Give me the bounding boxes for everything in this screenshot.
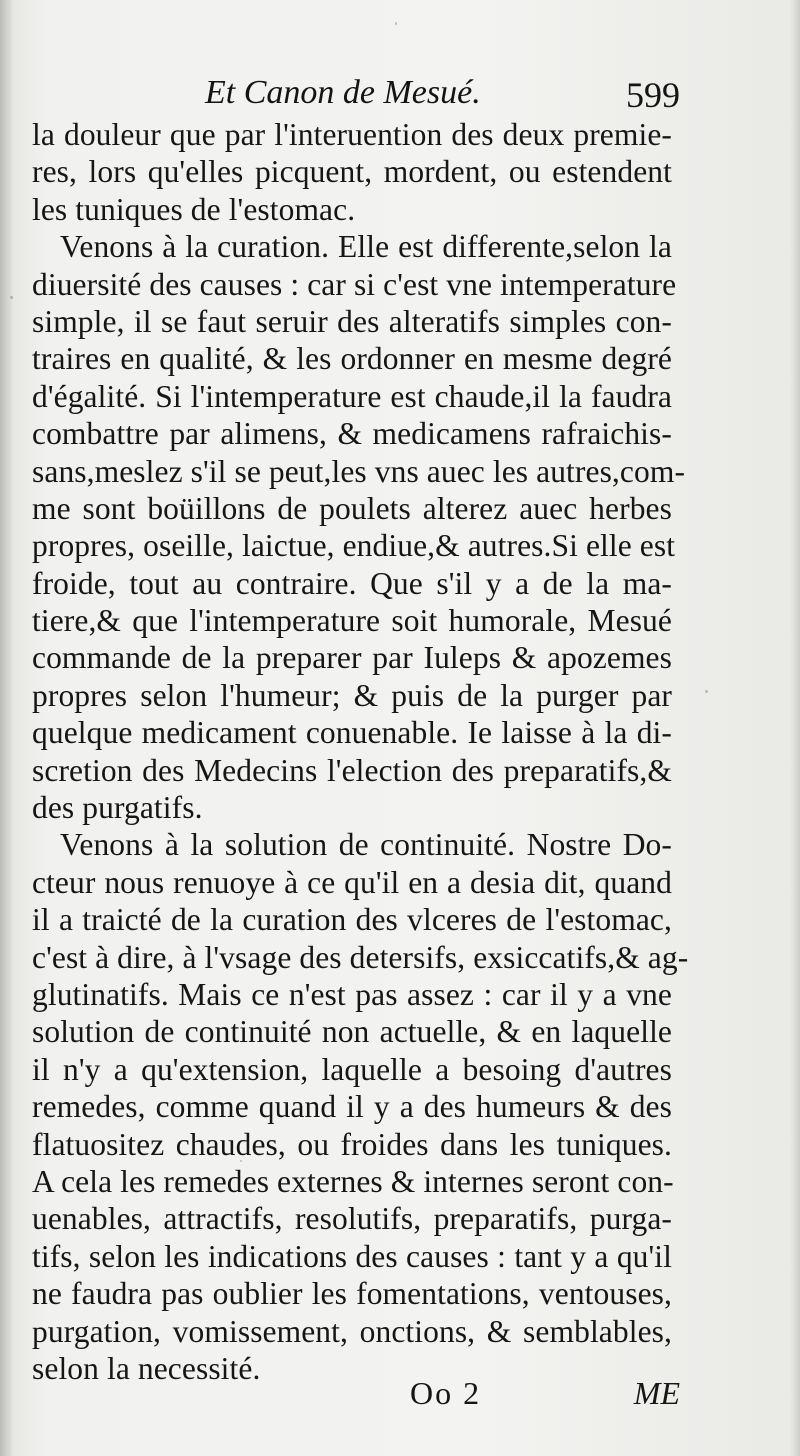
text-line: les tuniques de l'estomac.: [32, 191, 356, 227]
paper-speck: [705, 690, 708, 693]
text-line: res, lors qu'elles picquent, mordent, ou estendent: [32, 154, 672, 190]
text-line: cteur nous renuoye à ce qu'il en a desia dit, quand: [32, 864, 672, 900]
text-line: scretion des Medecins l'election des preparatifs,&: [32, 752, 672, 788]
text-line: froide, tout au contraire. Que s'il y a de la ma-: [32, 565, 672, 601]
text-line: sans,meslez s'il se peut,les vns auec les autres,com-: [32, 453, 686, 489]
edge-shadow: [790, 0, 800, 1456]
text-line: c'est à dire, à l'vsage des detersifs, exsiccatifs,& ag-: [32, 939, 689, 975]
text-line: remedes, comme quand il y a des humeurs & des: [32, 1089, 672, 1125]
text-line: quelque medicament conuenable. Ie laisse à la di-: [32, 715, 672, 751]
text-line: Venons à la solution de continuité. Nostre Do-: [60, 827, 672, 863]
signature-mark: Oo 2: [410, 1375, 482, 1411]
gutter-shadow: [0, 0, 14, 1456]
text-line: il n'y a qu'extension, laquelle a besoing d'autres: [32, 1051, 672, 1087]
running-head: [30, 70, 680, 120]
body-text: [32, 116, 689, 1387]
text-line: il a traicté de la curation des vlceres de l'estomac,: [32, 902, 672, 938]
text-line: propres selon l'humeur; & puis de la purger par: [32, 677, 672, 713]
running-title: Et Canon de Mesué.: [205, 74, 481, 111]
text-line: A cela les remedes externes & internes seront con-: [32, 1163, 674, 1199]
text-line: simple, il se faut seruir des alteratifs simples con-: [32, 303, 672, 339]
text-line: glutinatifs. Mais ce n'est pas assez : car il y a vne: [32, 976, 672, 1012]
paper-speck: [10, 296, 13, 299]
text-line: Venons à la curation. Elle est differente,selon la: [60, 229, 672, 265]
text-line: diuersité des causes : car si c'est vne intemperature: [32, 266, 677, 302]
text-line: uenables, attractifs, resolutifs, preparatifs, purga-: [32, 1201, 672, 1237]
text-line: flatuositez chaudes, ou froides dans les tuniques.: [32, 1126, 672, 1162]
text-line: traires en qualité, & les ordonner en mesme degré: [32, 341, 672, 377]
page-footer: [410, 1375, 680, 1425]
text-line: me sont boüillons de poulets alterez auec herbes: [32, 490, 672, 526]
text-line: tifs, selon les indications des causes : tant y a qu'il: [32, 1238, 672, 1274]
text-line: tiere,& que l'intemperature soit humorale, Mesué: [32, 603, 672, 639]
paper-speck: [240, 1160, 242, 1162]
paper-speck: [395, 22, 397, 25]
text-line: purgation, vomissement, onctions, & semblables,: [32, 1313, 672, 1349]
page-number: 599: [626, 75, 680, 115]
text-line: propres, oseille, laictue, endiue,& autres.Si elle est: [32, 528, 676, 564]
text-line: des purgatifs.: [32, 790, 203, 826]
text-line: d'égalité. Si l'intemperature est chaude,il la faudra: [32, 378, 672, 414]
text-line: la douleur que par l'interuention des deux premie-: [32, 117, 672, 152]
text-line: selon la necessité.: [32, 1350, 261, 1386]
text-line: ne faudra pas oublier les fomentations, ventouses,: [32, 1276, 672, 1312]
text-line: commande de la preparer par Iuleps & apozemes: [32, 640, 672, 676]
catchword: ME: [633, 1375, 680, 1411]
text-line: solution de continuité non actuelle, & en laquelle: [32, 1014, 672, 1050]
text-line: combattre par alimens, & medicamens rafraichis-: [32, 416, 672, 452]
